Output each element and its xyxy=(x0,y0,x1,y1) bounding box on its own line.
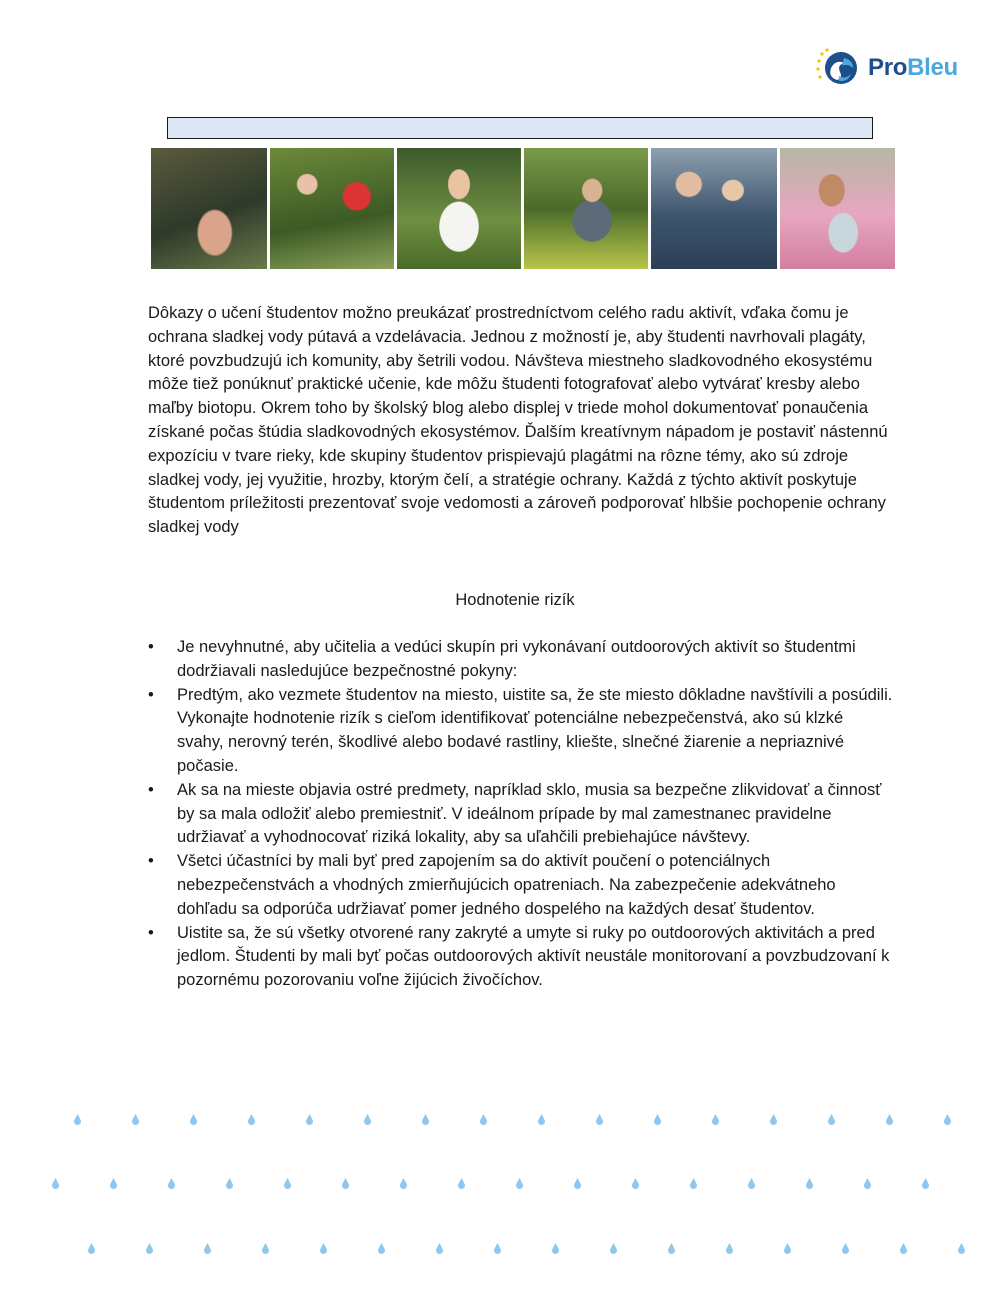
bullet-icon: • xyxy=(148,685,154,704)
water-drop-icon xyxy=(378,1243,385,1254)
water-drop-icon xyxy=(900,1243,907,1254)
water-drop-icon xyxy=(494,1243,501,1254)
water-drop-icon xyxy=(922,1178,929,1189)
list-item xyxy=(148,684,893,779)
water-drop-icon xyxy=(632,1178,639,1189)
bullet-icon: • xyxy=(148,923,154,942)
bullet-text: Ak sa na mieste objavia ostré predmety, napríklad sklo, musia sa bezpečne zlikvidovať a činnosť by sa mala odložiť alebo premiestniť. V ideálnom prípade by mal zamestnanec pravidelne udržiavať a vyhodnocovať riziká lokality, aby sa uľahčili prebiehajúce návštevy. xyxy=(177,780,882,847)
list-item xyxy=(148,636,893,684)
bullet-text: Uistite sa, že sú všetky otvorené rany zakryté a umyte si ruky po outdoorových aktivitách a pred jedlom. Študenti by mali byť počas outdoorových aktivít neustále monitorovaní a povzbudzovaní k pozornému pozorovaniu voľne žijúcich živočíchov. xyxy=(177,923,890,990)
water-drop-icon xyxy=(842,1243,849,1254)
water-drop-icon xyxy=(596,1114,603,1125)
water-drop-icon xyxy=(712,1114,719,1125)
bullet-text: Je nevyhnutné, aby učitelia a vedúci skupín pri vykonávaní outdoorových aktivít so študentmi dodržiavali nasledujúce bezpečnostné pokyny: xyxy=(177,638,856,680)
water-drop-icon xyxy=(654,1114,661,1125)
water-drop-icon xyxy=(828,1114,835,1125)
safety-bullet-list xyxy=(148,636,893,993)
water-drop-icon xyxy=(864,1178,871,1189)
water-drop-icon xyxy=(770,1114,777,1125)
water-drop-icon xyxy=(168,1178,175,1189)
water-drop-icon xyxy=(190,1114,197,1125)
water-drop-icon xyxy=(944,1114,951,1125)
water-drop-icon xyxy=(480,1114,487,1125)
water-drop-icon xyxy=(538,1114,545,1125)
water-drop-icon xyxy=(262,1243,269,1254)
photo-girl-with-jar xyxy=(780,148,895,269)
photo-teacher-in-meadow xyxy=(524,148,648,269)
water-drop-icon xyxy=(668,1243,675,1254)
water-drop-icon xyxy=(146,1243,153,1254)
water-drop-icon xyxy=(320,1243,327,1254)
water-drop-icon xyxy=(610,1243,617,1254)
water-drop-icon xyxy=(552,1243,559,1254)
water-drop-icon xyxy=(422,1114,429,1125)
water-drop-icon xyxy=(458,1178,465,1189)
water-drop-icon xyxy=(110,1178,117,1189)
logo-word-bleu: Bleu xyxy=(907,54,958,81)
water-drop-icon xyxy=(748,1178,755,1189)
photo-students-with-teacher xyxy=(651,148,777,269)
title-bar xyxy=(167,117,873,139)
water-drop-icon xyxy=(132,1114,139,1125)
photo-hands-holding-worm xyxy=(151,148,267,269)
water-drop-icon xyxy=(248,1114,255,1125)
water-drop-icon xyxy=(364,1114,371,1125)
water-drop-icon xyxy=(52,1178,59,1189)
water-drop-icon xyxy=(806,1178,813,1189)
list-item xyxy=(148,779,893,850)
bullet-text: Predtým, ako vezmete študentov na miesto, uistite sa, že ste miesto dôkladne navštívili a posúdili. Vykonajte hodnotenie rizík s cieľom identifikovať potenciálne nebezpečenstvá, ako sú klzké svahy, nerovný terén, škodlivé alebo bodavé rastliny, kliešte, slnečné žiarenie a nepriaznivé počasie. xyxy=(177,685,893,775)
logo-wordmark xyxy=(868,54,958,82)
water-drop-icon xyxy=(958,1243,965,1254)
water-drop-icon xyxy=(784,1243,791,1254)
water-drop-icon xyxy=(400,1178,407,1189)
probleu-logo-icon xyxy=(814,46,864,90)
list-item xyxy=(148,850,893,921)
bullet-icon: • xyxy=(148,852,154,871)
water-drop-icon xyxy=(574,1178,581,1189)
water-drop-pattern xyxy=(0,1100,1000,1270)
bullet-icon: • xyxy=(148,638,154,656)
bullet-icon: • xyxy=(148,780,154,799)
photo-banner xyxy=(151,148,905,269)
water-drop-icon xyxy=(74,1114,81,1125)
section-heading: Hodnotenie rizík xyxy=(455,591,575,609)
water-drop-icon xyxy=(284,1178,291,1189)
water-drop-icon xyxy=(726,1243,733,1254)
water-drop-icon xyxy=(88,1243,95,1254)
bullet-text: Všetci účastníci by mali byť pred zapojením sa do aktivít poučení o potenciálnych nebezpečenstvách a vhodných zmierňujúcich opatreniach. Na zabezpečenie adekvátneho dohľadu sa odporúča udržiavať pomer jedného dospelého na každých desať študentov. xyxy=(177,852,836,918)
photo-boy-holding-sample xyxy=(397,148,521,269)
probleu-logo xyxy=(814,46,964,92)
water-drop-icon xyxy=(226,1178,233,1189)
list-item xyxy=(148,922,893,993)
water-drop-icon xyxy=(342,1178,349,1189)
logo-word-pro: Pro xyxy=(868,54,908,81)
water-drop-icon xyxy=(306,1114,313,1125)
water-drop-icon xyxy=(690,1178,697,1189)
water-drop-icon xyxy=(436,1243,443,1254)
water-drop-icon xyxy=(204,1243,211,1254)
water-drop-icon xyxy=(886,1114,893,1125)
intro-paragraph: Dôkazy o učení študentov možno preukázať prostredníctvom celého radu aktivít, vďaka čomu je ochrana sladkej vody pútavá a vzdelávacia. Jednou z možností je, aby študenti navrhovali plagáty, ktoré povzbudzujú ich komunity, aby šetrili vodou. Návšteva miestneho sladkovodného ekosystému môže tiež ponúknuť praktické učenie, kde môžu študenti fotografovať alebo vytvárať kresby alebo maľby biotopu. Okrem toho by školský blog alebo displej v triede mohol dokumentovať ponaučenia získané počas štúdia sladkovodných ekosystémov. Ďalším kreatívnym nápadom je postaviť nástennú expozíciu v tvare rieky, kde skupiny študentov prispievajú plagátmi na rôzne témy, ako sú zdroje sladkej vody, jej využitie, hrozby, ktorým čelí, a stratégie ochrany. Každá z týchto aktivít poskytuje študentom príležitosti prezentovať svoje vedomosti a zároveň podporovať hlbšie pochopenie ochrany sladkej vody xyxy=(148,304,888,537)
photo-children-group-outdoors xyxy=(270,148,394,269)
water-drop-icon xyxy=(516,1178,523,1189)
